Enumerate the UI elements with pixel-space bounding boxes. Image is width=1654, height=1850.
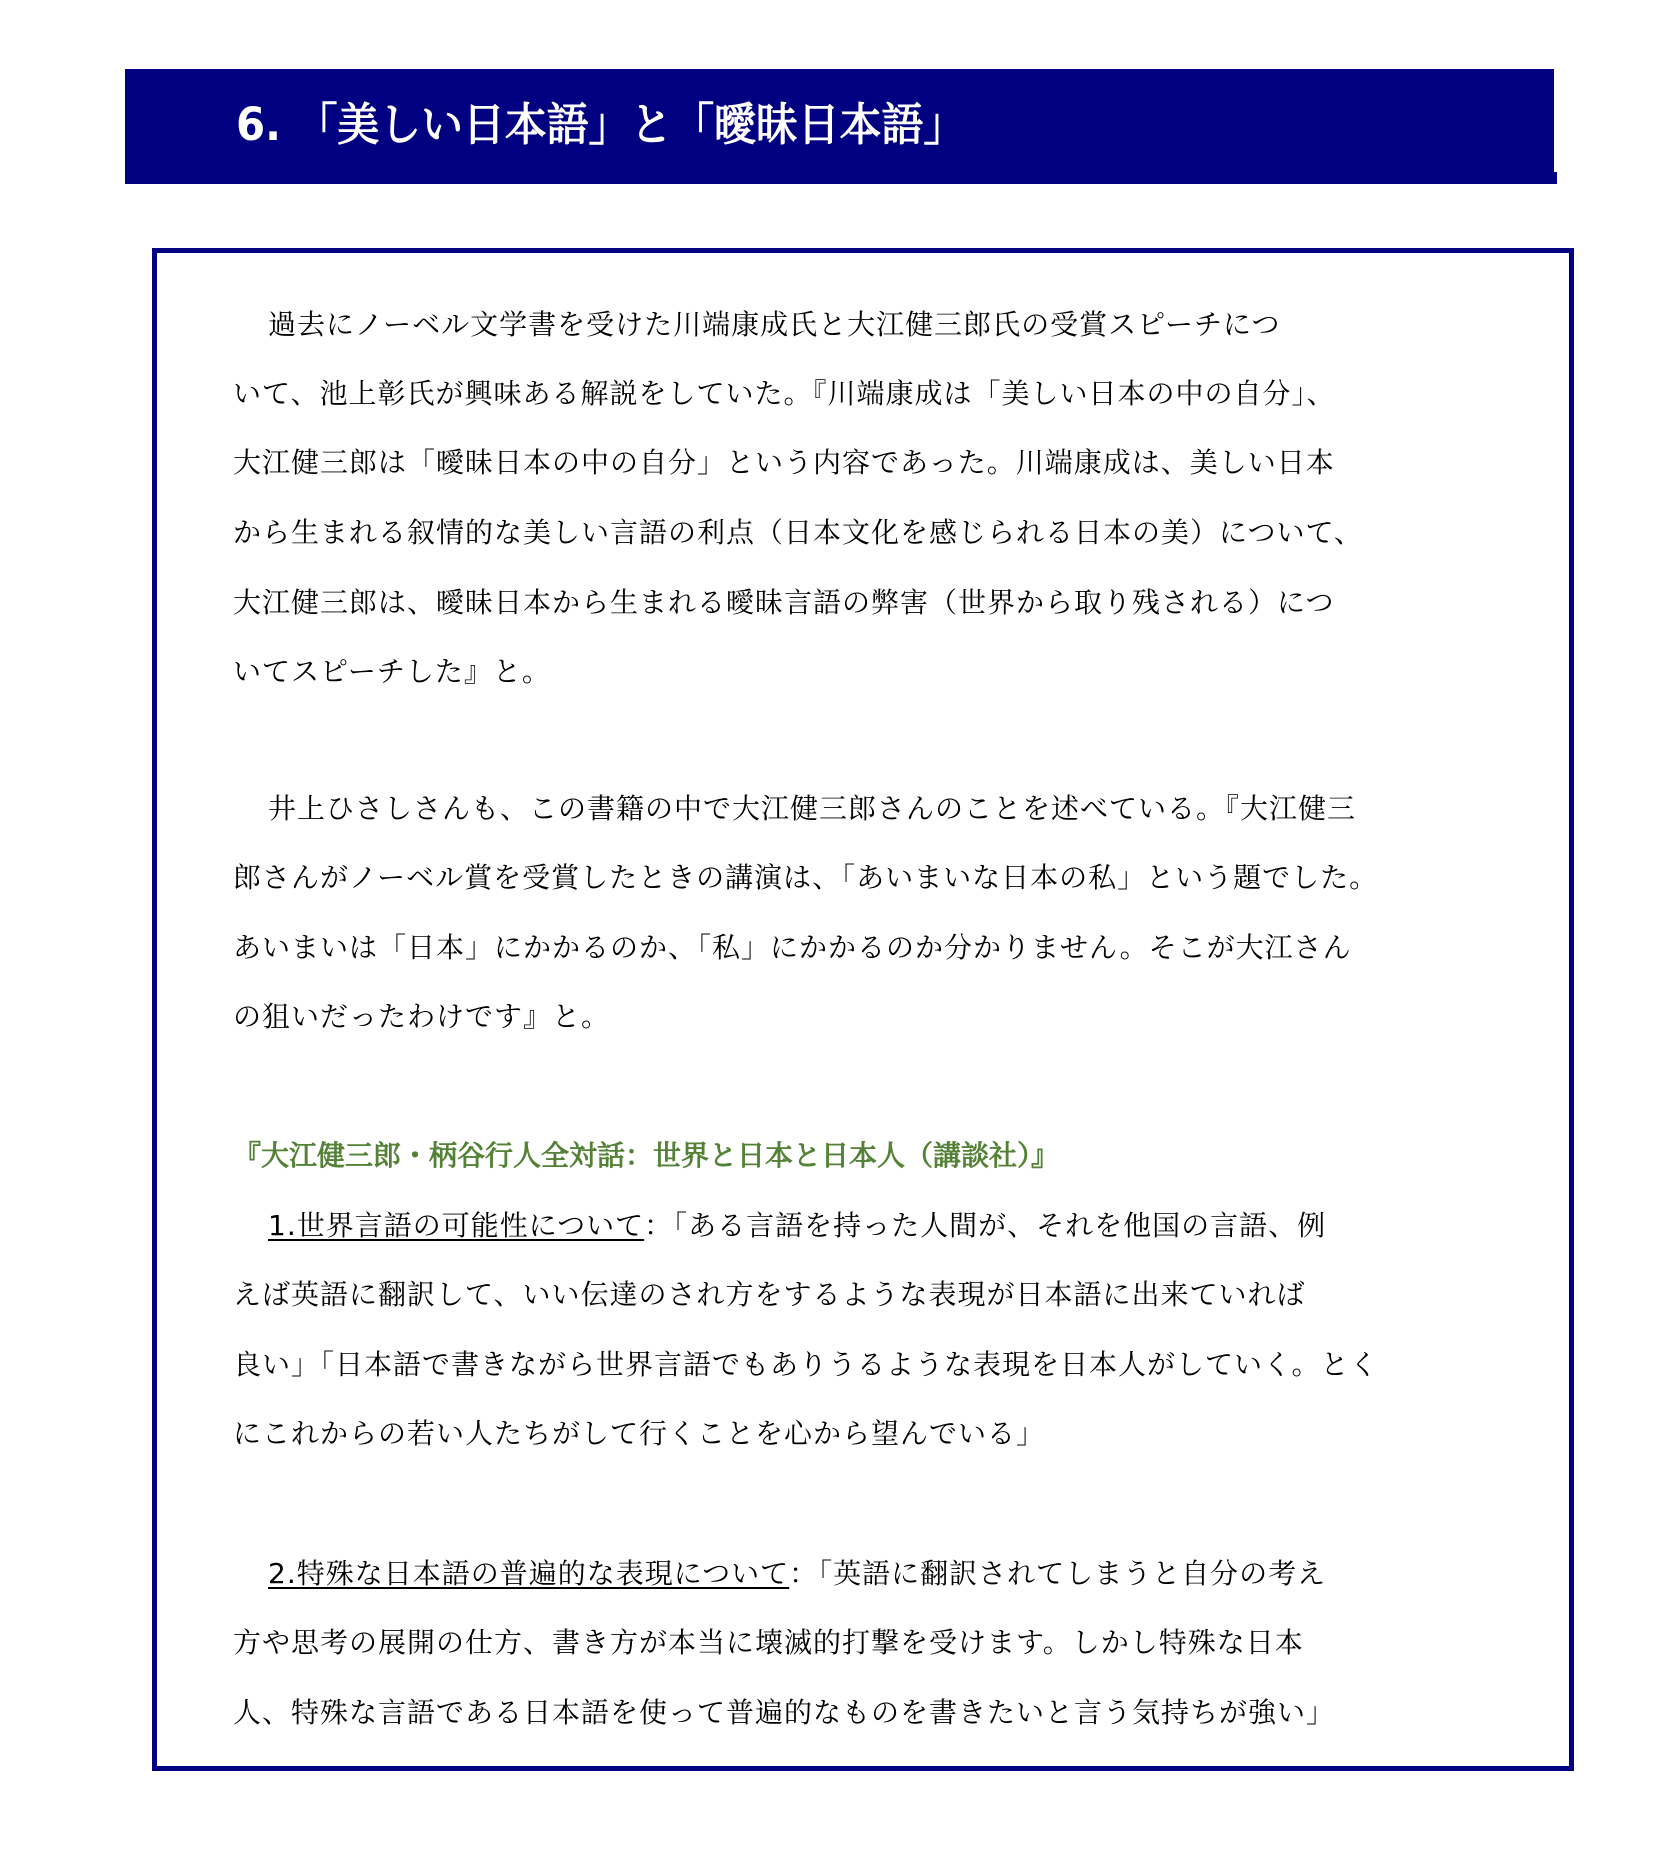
paragraph-line: 大江健三郎は「曖昧日本の中の自分」という内容であった。川端康成は、美しい日本 bbox=[233, 446, 1335, 479]
item-line: 良い」「日本語で書きながら世界言語でもありうるような表現を日本人がしていく。とく bbox=[233, 1348, 1379, 1381]
item-heading: 2.特殊な日本語の普遍的な表現について bbox=[268, 1557, 790, 1590]
content-box bbox=[152, 248, 1574, 1771]
item-text: ：「ある言語を持った人間が、それを他国の言語、例 bbox=[644, 1209, 1327, 1242]
section-header-bar bbox=[125, 69, 1554, 184]
item-first-line bbox=[268, 1208, 1326, 1244]
paragraph-line: 郎さんがノーベル賞を受賞したときの講演は、「あいまいな日本の私」という題でした。 bbox=[233, 861, 1379, 894]
paragraph-line: いてスピーチした』と。 bbox=[233, 655, 551, 688]
text-area bbox=[233, 253, 1533, 1766]
paragraph-line: あいまいは「日本」にかかるのか、「私」にかかるのか分かりません。そこが大江さん bbox=[233, 931, 1352, 964]
item-line: にこれからの若い人たちがして行くことを心から望んでいる」 bbox=[233, 1417, 1046, 1450]
paragraph-line: から生まれる叙情的な美しい言語の利点（日本文化を感じられる日本の美）について、 bbox=[233, 516, 1363, 549]
item-line: 方や思考の展開の仕方、書き方が本当に壊滅的打撃を受けます。しかし特殊な日本 bbox=[233, 1626, 1304, 1659]
section-title: 6. 「美しい日本語」と「曖昧日本語」 bbox=[236, 98, 966, 151]
paragraph-line: の狙いだったわけです』と。 bbox=[233, 1000, 611, 1033]
paragraph-line: いて、池上彰氏が興味ある解説をしていた。『川端康成は「美しい日本の中の自分」、 bbox=[233, 377, 1336, 410]
item-line: えば英語に翻訳して、いい伝達のされ方をするような表現が日本語に出来ていれば bbox=[233, 1278, 1306, 1311]
paragraph-line: 井上ひさしさんも、この書籍の中で大江健三郎さんのことを述べている。『大江健三 bbox=[268, 792, 1357, 825]
book-citation: 『大江健三郎・柄谷行人全対話：世界と日本と日本人（講談社）』 bbox=[233, 1139, 1060, 1172]
item-line: 人、特殊な言語である日本語を使って普遍的なものを書きたいと言う気持ちが強い」 bbox=[233, 1696, 1336, 1729]
item-text: ：「英語に翻訳されてしまうと自分の考え bbox=[789, 1557, 1327, 1590]
paragraph-line: 大江健三郎は、曖昧日本から生まれる曖昧言語の弊害（世界から取り残される）につ bbox=[233, 586, 1335, 619]
item-heading: 1.世界言語の可能性について bbox=[268, 1209, 645, 1242]
item-first-line bbox=[268, 1556, 1326, 1592]
paragraph-line: 過去にノーベル文学書を受けた川端康成氏と大江健三郎氏の受賞スピーチにつ bbox=[268, 308, 1281, 341]
